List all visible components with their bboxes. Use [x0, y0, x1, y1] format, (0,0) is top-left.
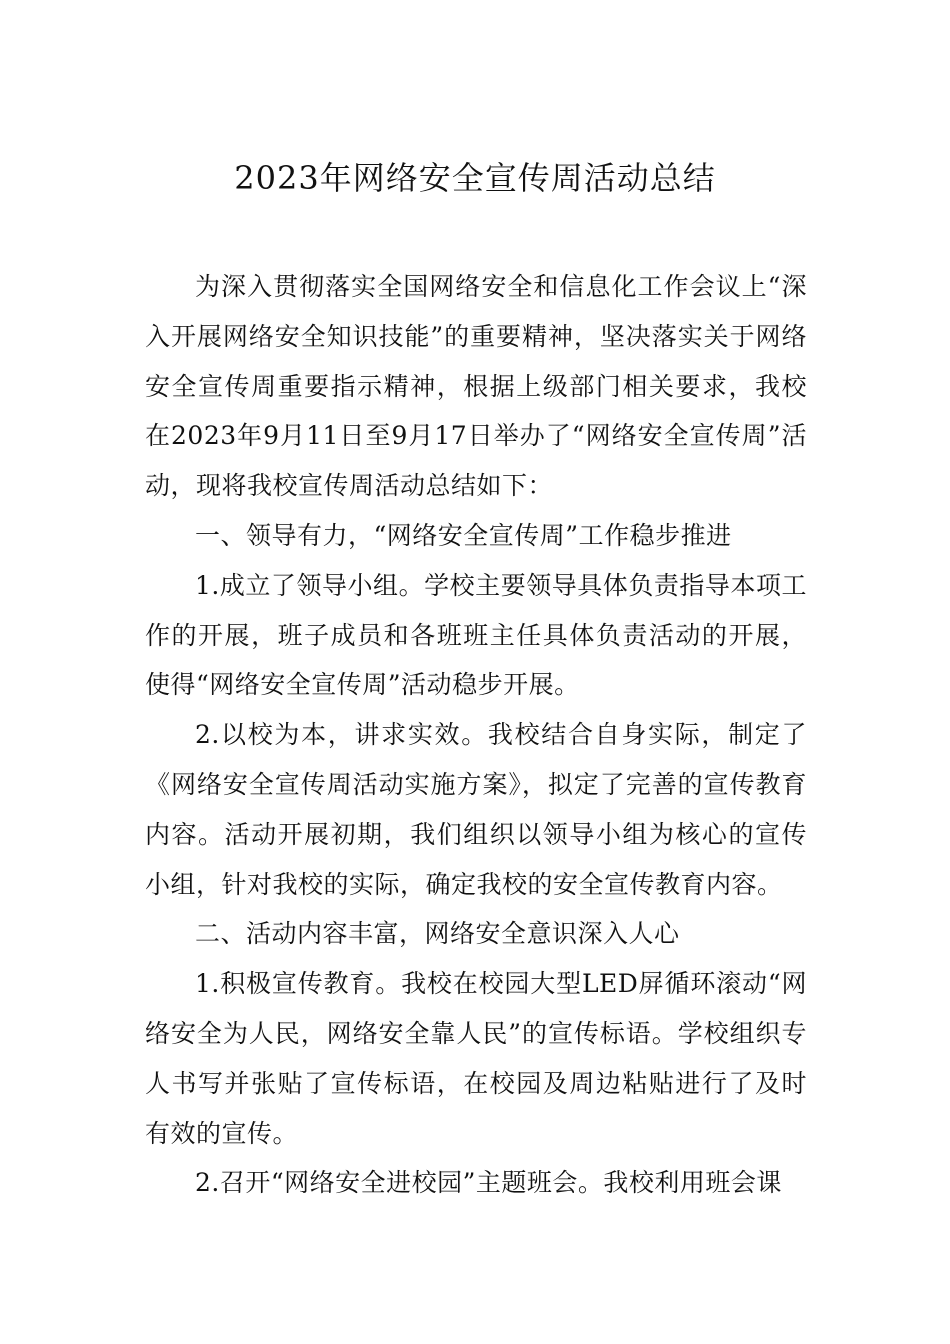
section-heading-2: 二、活动内容丰富，网络安全意识深入人心: [195, 919, 680, 949]
intro-paragraph: 为深入贯彻落实全国网络安全和信息化工作会议上“深入开展网络安全知识技能”的重要精神，坚决落实关于网络安全宣传周重要指示精神，根据上级部门相关要求，我校在2023年9月11日至9月17日举办了“网络安全宣传周”活动，现将我校宣传周活动总结如下：: [145, 272, 807, 501]
paragraph-2-2: 2.召开“网络安全进校园”主题班会。我校利用班会课: [195, 1168, 782, 1198]
document-title: 2023年网络安全宣传周活动总结: [234, 159, 716, 197]
paragraph-1-1: 1.成立了领导小组。学校主要领导具体负责指导本项工作的开展，班子成员和各班班主任具体负责活动的开展，使得“网络安全宣传周”活动稳步开展。: [145, 570, 807, 700]
section-heading-1: 一、领导有力，“网络安全宣传周”工作稳步推进: [195, 520, 732, 550]
paragraph-2-1: 1.积极宣传教育。我校在校园大型LED屏循环滚动“网络安全为人民，网络安全靠人民”的宣传标语。学校组织专人书写并张贴了宣传标语，在校园及周边粘贴进行了及时有效的宣传。: [145, 969, 807, 1148]
document-body: [145, 262, 807, 1208]
paragraph-1-2: 2.以校为本，讲求实效。我校结合自身实际，制定了《网络安全宣传周活动实施方案》，拟定了完善的宣传教育内容。活动开展初期，我们组织以领导小组为核心的宣传小组，针对我校的实际，确定我校的安全宣传教育内容。: [145, 720, 807, 899]
